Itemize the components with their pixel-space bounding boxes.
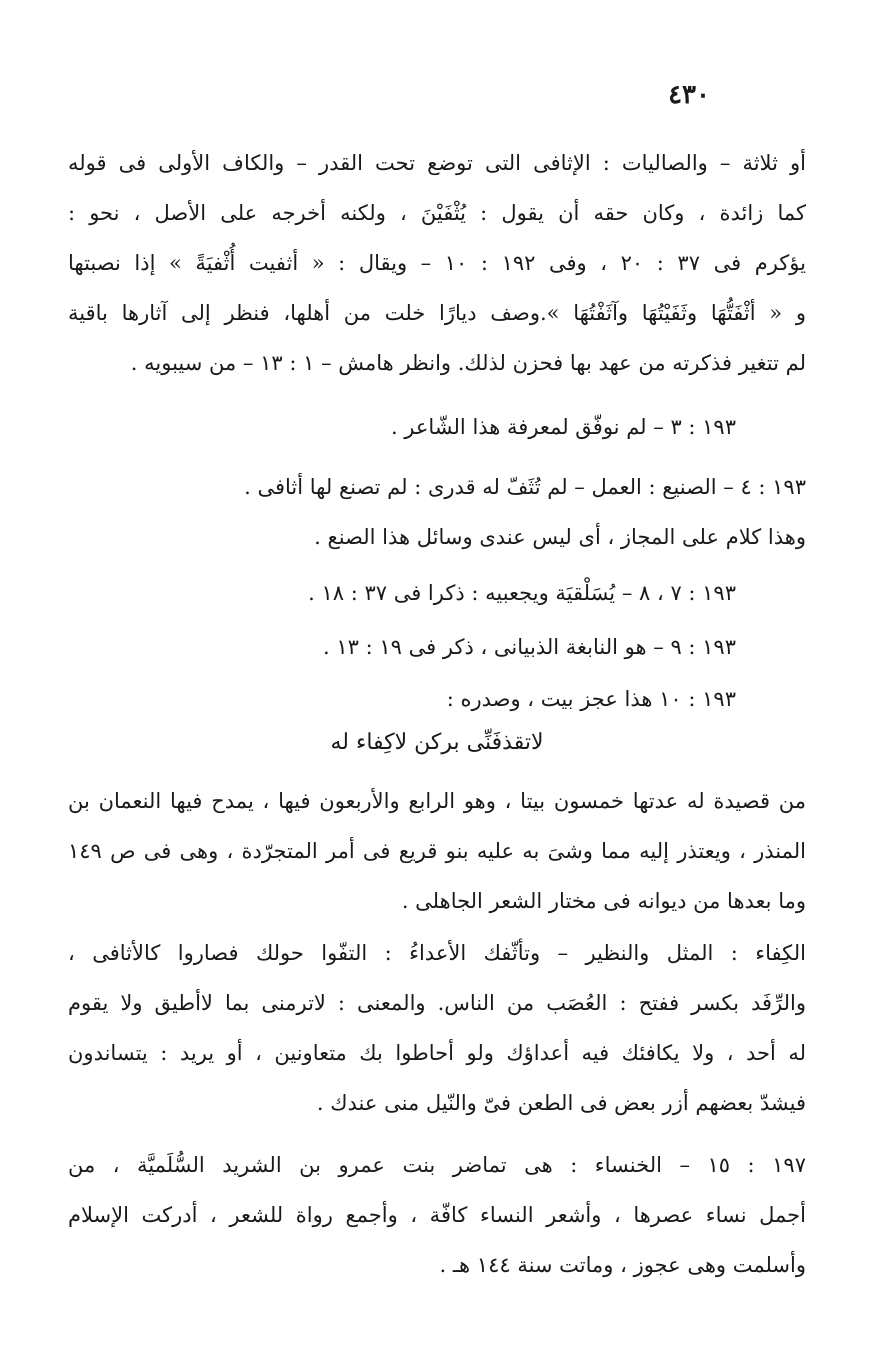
page-number: ٤٣٠ [668, 80, 710, 110]
verse-line: لاتقذفَنِّى بركن لاكِفاء له [330, 730, 544, 755]
note-193-7-8: ١٩٣ : ٧ ، ٨ – يُسَلْقيَة ويجعبيه : ذكرا فى ٣٧ : ١٨ . [308, 581, 736, 605]
paragraph-al-khansa [68, 1140, 806, 1290]
text-line: الكِفاء : المثل والنظير – وتأثّفك الأعداءُ : التفّوا حولك فصاروا كالأثافى ، [68, 941, 806, 965]
text-line: من قصيدة له عدتها خمسون بيتا ، وهو الرابع والأربعون فيها ، يمدح فيها النعمان بن [68, 789, 806, 813]
text-line: المنذر ، ويعتذر إليه مما وشىَ به عليه بنو قريع فى أمر المتجرّدة ، وهى فى ص ١٤٩ [68, 839, 806, 863]
paragraph-footnote-intro [68, 138, 806, 388]
text-line: و « أثْفَتُّهَا وثَفَيْتُهَا وآثَفْتُهَا ».وصف ديارًا خلت من أهلها، فنظر إلى آثارها باقية [68, 301, 806, 325]
note-193-3: ١٩٣ : ٣ – لم نوفّق لمعرفة هذا الشّاعر . [390, 415, 736, 439]
text-line: يؤكرم فى ٣٧ : ٢٠ ، وفى ١٩٢ : ١٠ – ويقال : « أثفيت أُثْفيَةً » إذا نصبتها [68, 251, 806, 275]
note-193-9: ١٩٣ : ٩ – هو النابغة الذبيانى ، ذكر فى ١٩ : ١٣ . [323, 635, 736, 659]
text-line: كما زائدة ، وكان حقه أن يقول : يُثْفَيْنَ ، ولكنه أخرجه على الأصل ، نحو : [68, 201, 806, 225]
text-line: فيشدّ بعضهم أزر بعض فى الطعن فىّ والنّيل منى عندك . [316, 1091, 806, 1115]
text-line: ١٩٧ : ١٥ – الخنساء : هى تماضر بنت عمرو بن الشريد السُّلَميَّة ، من [68, 1153, 806, 1177]
text-line: له أحد ، ولا يكافئك فيه أعداؤك ولو أحاطوا بك متعاونين ، أو يريد : يتساندون [68, 1041, 806, 1065]
note-193-10: ١٩٣ : ١٠ هذا عجز بيت ، وصدره : [446, 687, 736, 711]
text-line: لم تتغير فذكرته من عهد بها فحزن لذلك. وانظر هامش – ١ : ١٣ – من سيبويه . [130, 351, 806, 375]
text-line: أجمل نساء عصرها ، وأشعر النساء كافّة ، وأجمع رواة للشعر ، أدركت الإسلام [68, 1203, 806, 1227]
text-line: وأسلمت وهى عجوز ، وماتت سنة ١٤٤ هـ . [439, 1253, 806, 1277]
paragraph-glossary [68, 928, 806, 1128]
text-line: وما بعدها من ديوانه فى مختار الشعر الجاهلى . [401, 889, 806, 913]
note-193-4: ١٩٣ : ٤ – الصنيع : العمل – لم تُثَفّ له قدرى : لم تصنع لها أثافى . [244, 475, 806, 499]
note-193-4-continuation: وهذا كلام على المجاز ، أى ليس عندى وسائل هذا الصنع . [314, 525, 806, 549]
text-line: أو ثلاثة – والصاليات : الإثافى التى توضع تحت القدر – والكاف الأولى فى قوله [68, 151, 806, 175]
paragraph-poem-source [68, 776, 806, 926]
text-line: والرِّفَد بكسر ففتح : العُصَب من الناس. والمعنى : لاترمنى بما لاأطيق ولا يقوم [68, 991, 806, 1015]
